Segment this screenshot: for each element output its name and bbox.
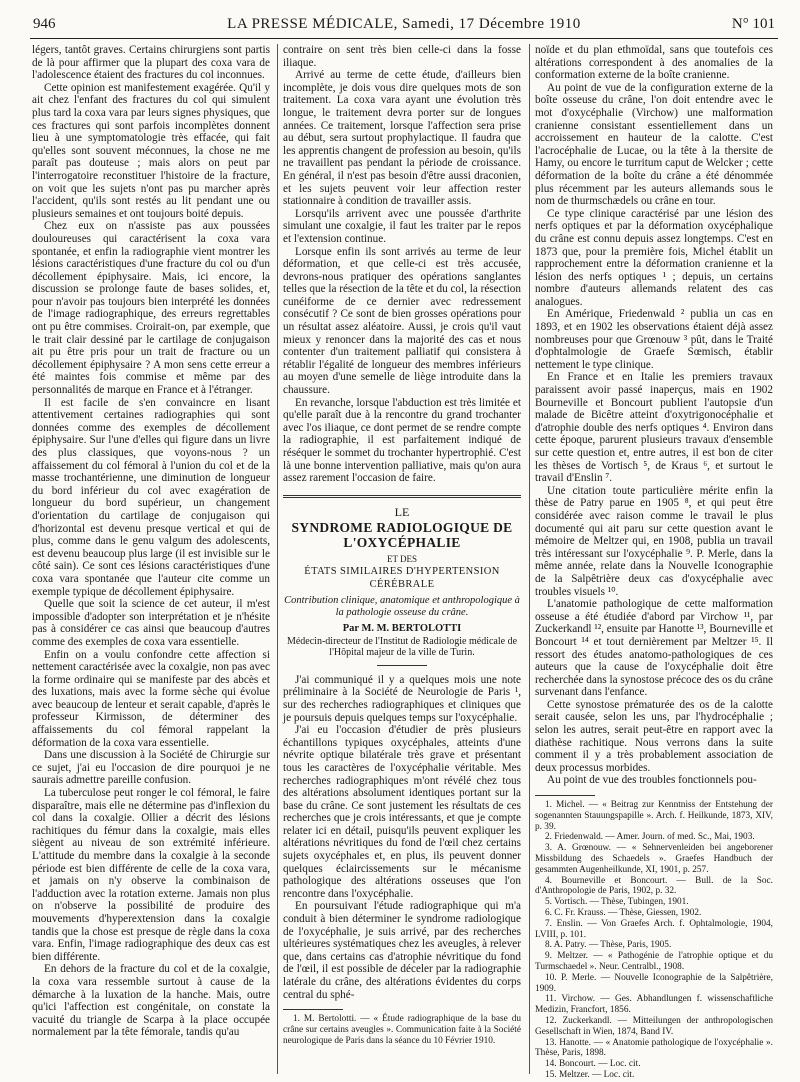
- paragraph: Cette opinion est manifestement exagérée. Qu'il y ait chez l'enfant des fractures du col qui simulent plus tard la coxa vara par leurs signes physiques, que ces fractures qui sont parfois incomplètes donnent lieu à une symptomatologie très effacée, qui fait qu'elles sont souvent méconnues, la chose ne me paraît pas douteuse ; mais alors on peut par l'interrogatoire reconstituer l'histoire de la fracture, on voit que les sujets n'ont pas pu marcher après l'accident, qu'ils sont restés au lit pendant une ou plusieurs semaines et ont toujours boité depuis.: [32, 81, 270, 220]
- article-subtitle: ÉTATS SIMILAIRES D'HYPERTENSION CÉRÉBRALE: [304, 565, 500, 590]
- paragraph: Arrivé au terme de cette étude, d'ailleurs bien incomplète, je dois vous dire quelques mots de son traitement. La coxa vara ayant une évolution très longue, le traitement devra porter sur de longues années. Ce traitement, lorsque l'affection sera prise au début, sera surtout prophylactique. Il faudra que les apprentis changent de profession au besoin, qu'ils ne travaillent pas pendant la période de croissance. En général, il n'est pas besoin d'être aussi draconien, et les sujets peuvent voir leur affection rester stationnaire à condition de travailler assis.: [283, 69, 521, 208]
- paragraph: Quelle que soit la science de cet auteur, il m'est impossible d'adopter son interprétation et je n'hésite pas à considérer ce cas ainsi que beaucoup d'autres comme des exemples de coxa vara essentielle.: [32, 598, 270, 648]
- paragraph: Chez eux on n'assiste pas aux poussées douloureuses qui caractérisent la coxa vara spontanée, et enfin la radiographie vient montrer les lésions caractéristiques d'une fracture du col ou d'un décollement épiphysaire. Mais, ici encore, la discussion se prolonge faute de bases solides, et, pour n'avoir pas toujours bien interprété les données de l'image radiographique, des erreurs regrettables ont pu être commises. Croirait-on, par exemple, que le trait clair dessiné par le cartilage de conjugaison ait pu être pris pour un trait de fracture ou un décollement épiphysaire ? A mon sens cette erreur a été maintes fois commise et même par des personnalités de marque en France et à l'étranger.: [32, 220, 270, 397]
- footnote: 10. P. Merle. — Nouvelle Iconographie de la Salpêtrière, 1909.: [535, 972, 773, 994]
- footnote: 1. Michel. — « Beitrag zur Kenntniss der Entstehung der sogenannten Stauungspapille ». Arch. f. Heilkunde, 1873, XIV, p. 39.: [535, 800, 773, 832]
- page-number: 946: [33, 16, 56, 32]
- paragraph: Au point de vue de la configuration externe de la boîte osseuse du crâne, l'on doit entendre avec le mot d'oxycéphalie (Virchow) une malformation cranienne consistant essentiellement dans un accroissement en hauteur de la calotte. C'est l'acrocéphalie de Lucae, ou la tête à la thersite de Hamy, ou encore le turritum caput de Welcker ; cette déformation de la boîte du crâne a été dénommée plus récemment par les auteurs allemands sous le nom de thurmschædels ou crâne en tour.: [535, 81, 773, 208]
- column-1: [32, 44, 270, 1074]
- article-le: LE: [394, 504, 410, 519]
- footnote: 15. Meltzer. — Loc. cit.: [545, 1069, 635, 1080]
- paragraph: légers, tantôt graves. Certains chirurgiens sont partis de là pour affirmer que la plupart des coxa vara de l'adolescence étaient des fractures du col inconnues.: [32, 44, 270, 82]
- article-title: SYNDROME RADIOLOGIQUE DE L'OXYCÉPHALIE: [291, 520, 513, 551]
- paragraph: Au point de vue des troubles fonctionnels pou-: [547, 774, 757, 787]
- footnote-rule: [283, 1009, 343, 1010]
- paragraph: En revanche, lorsque l'abduction est très limitée et qu'elle paraît due à la rencontre du grand trochanter avec l'os iliaque, ce dont permet de se rendre compte la radiographie, il est parfaitement indiqué de réséquer le sommet du trochanter hypertrophié. C'est là une bonne intervention palliative, mais qu'on aura assez rarement l'occasion de faire.: [283, 396, 521, 485]
- column-divider: [277, 44, 278, 1074]
- paragraph: Cette synostose prématurée des os de la calotte serait causée, selon les uns, par l'hydrocéphalie ; selon les autres, serait peut-être en rapport avec la diathèse rachitique. Nous verrons dans la suite comment il y a très probablement association de deux processus morbides.: [535, 698, 773, 774]
- paragraph: L'anatomie pathologique de cette malformation osseuse a été étudiée d'abord par Virchow ¹¹, par Zuckerkandl ¹², ensuite par Hanotte ¹³, Bourneville et Boncourt ¹⁴ et tout dernièrement par Meltzer ¹⁵. Il ressort des études anatomo-pathologiques de ces auteurs que la cause de l'oxycéphalie doit être recherchée dans la synostose précoce des os du crâne survenant dans l'enfance.: [535, 598, 773, 699]
- footnote: 1. M. Bertolotti. — « Étude radiographique de la base du crâne sur certains aveugles ». Communication faite à la Société neurologique de Paris dans la séance du 10 Février 1910.: [283, 1014, 521, 1046]
- paragraph: Lorsqu'ils arrivent avec une poussée d'arthrite simulant une coxalgie, il faut les traiter par le repos et l'extension continue.: [283, 207, 521, 245]
- article-author: Par M. M. BERTOLOTTI: [342, 623, 462, 635]
- column-divider: [529, 44, 530, 1074]
- paragraph: Une citation toute particulière mérite enfin la thèse de Patry parue en 1905 ⁸, et qui peut être considérée avec raison comme le travail le plus documenté qui ait paru sur cette question avant le mémoire de Meltzer qui, en 1908, publia un travail très intéressant sur l'oxycéphalie ⁹. P. Merle, dans la même année, relate dans la Nouvelle Iconographie de la Salpêtrière deux cas d'oxycéphalie avec troubles visuels ¹⁰.: [535, 484, 773, 598]
- paragraph: Enfin on a voulu confondre cette affection si nettement caractérisée avec la coxalgie, non pas avec la forme ordinaire qui se manifeste par des abcès et des luxations, mais avec la forme sèche qui évolue avec beaucoup de lenteur et serait capable, d'après le professeur Kirmisson, de déterminer des affaissements du col fémoral rappelant la déformation de la coxa vara essentielle.: [32, 648, 270, 749]
- footnote: 13. Hanotte. — « Anatomie pathologique de l'oxycéphalie ». Thèse, Paris, 1898.: [535, 1037, 773, 1059]
- footnote: 4. Bourneville et Boncourt. — Bull. de la Soc. d'Anthropologie de Paris, 1902, p. 32.: [535, 875, 773, 897]
- article-et-des: ET DES: [386, 554, 418, 565]
- footnote: 6. C. Fr. Krauss. — Thèse, Giessen, 1902.: [545, 908, 702, 918]
- footnote: 9. Meltzer. — « Pathogénie de l'atrophie optique et du Turmschaedel ». Neur. Centralbl., 1908.: [535, 951, 773, 972]
- journal-title: LA PRESSE MÉDICALE, Samedi, 17 Décembre 1910: [227, 16, 581, 32]
- page-header: [33, 14, 775, 40]
- footnotes: [283, 1014, 521, 1046]
- footnote: 5. Vortisch. — Thèse, Tubingen, 1901.: [545, 897, 689, 908]
- paragraph: En France et en Italie les premiers travaux paraissent avoir passé inaperçus, mais en 1902 Bourneville et Boncourt publient l'autopsie d'un malade de Bicêtre atteint d'oxytrigonocéphalie et d'atrophie double des nerfs optiques ⁴. Environ dans cette époque, parurent plusieurs travaux d'ensemble sur cette question et, entre autres, il est bon de citer les thèses de Vortisch ⁵, de Kraus ⁶, et surtout le travail d'Enslin ⁷.: [535, 371, 773, 485]
- footnote: 11. Virchow. — Ges. Abhandlungen f. wissenschaftliche Medizin, Francfort, 1856.: [535, 994, 773, 1016]
- header-rule: [30, 38, 778, 39]
- article-contribution: Contribution clinique, anatomique et anthropologique à la pathologie osseuse du crâne.: [284, 595, 520, 619]
- article-heading: [283, 506, 521, 659]
- issue-number: N° 101: [731, 16, 775, 32]
- footnotes: [535, 800, 773, 1081]
- paragraph: La tuberculose peut ronger le col fémoral, le faire disparaître, mais elle ne détermine pas d'inflexion du col dans la coxalgie. Ollier a décrit des lésions rachitiques du fémur dans la coxalgie, mais elles siègent au niveau de son extrémité inférieure. L'attitude du membre dans la coxalgie à la seconde période est bien différente de celle de la coxa vara, et jamais on n'y observe la combinaison de l'adduction avec la rotation externe. Jamais non plus on n'observe la possibilité de produire des mouvements d'hyperextension dans la coxalgie tandis que la chose est presque de règle dans la coxa vara. Enfin, l'image radiographique des deux cas est bien différente.: [32, 787, 270, 963]
- paragraph: En poursuivant l'étude radiographique qui m'a conduit à bien déterminer le syndrome radiologique de l'oxycéphalie, je suis arrivé, par des recherches ultérieures systématiques chez les aveugles, à relever que, dans certains cas d'atrophie névritique du fond de l'œil, il est possible de déceler par la radiographie latérale du crâne, des altérations évidentes du corps central du sphé-: [283, 900, 521, 1001]
- footnote: 14. Boncourt. — Loc. cit.: [545, 1059, 641, 1070]
- footnote: 3. A. Grœnouw. — « Sehnervenleiden bei angeborener Missbildung des Schaedels ». Graefes Handbuch der gesammten Augenheilkunde, XI, 1901, p. 257.: [535, 843, 773, 875]
- paragraph: En dehors de la fracture du col et de la coxalgie, la coxa vara ressemble surtout à cause de la démarche à la luxation de la hanche. Mais, outre qu'ici l'affection est congénitale, on constate la vacuité du triangle de Scarpa à la place occupée normalement par la tête fémorale, tandis qu'au: [32, 963, 270, 1039]
- article-affiliation: Médecin-directeur de l'Institut de Radiologie médicale de l'Hôpital majeur de la ville de Turin.: [286, 635, 518, 659]
- footnote-rule: [535, 795, 595, 796]
- column-3: [535, 44, 773, 1080]
- paragraph: J'ai communiqué il y a quelques mois une note préliminaire à la Société de Neurologie de Paris ¹, sur des recherches radiographiques et cliniques que je poursuis depuis quelques temps sur l'oxycéphalie.: [283, 673, 521, 724]
- paragraph: noïde et du plan ethmoïdal, sans que toutefois ces altérations correspondent à des anomalies de la conformation externe de la boîte cranienne.: [535, 44, 773, 82]
- column-2: [283, 44, 521, 1074]
- paragraph: Il est facile de s'en convaincre en lisant attentivement certaines radiographies qui sont données comme des exemples de décollement épiphysaire. Sur l'une d'elles qui figure dans un livre des plus classiques, que voyons-nous ? un affaissement du col fémoral à l'union du col et de la masse trochantérienne, une diminution de longueur du bord inférieur du col avec exagération de longueur du bord supérieur, un changement d'orientation du cartilage de conjugaison qui d'horizontal est devenu presque vertical et qui de plus, comme dans le genu valgum des adolescents, est devenu beaucoup plus large (il est invisible sur le côté sain). Ce sont ces lésions caractéristiques d'une coxa vara spontanée que l'auteur cite comme un exemple typique de décollement épiphysaire.: [32, 396, 270, 598]
- paragraph: contraire on sent très bien celle-ci dans la fosse iliaque.: [283, 44, 521, 69]
- footnote: 7. Enslin. — Von Graefes Arch. f. Ophtalmologie, 1904, LVIII, p. 101.: [535, 918, 773, 940]
- footnote: 12. Zuckerkandl. — Mitteilungen der anthropologischen Gesellschaft in Wien, 1874, Band IV.: [535, 1015, 773, 1037]
- footnote: 8. A. Patry. — Thèse, Paris, 1905.: [545, 940, 672, 951]
- paragraph: En Amérique, Friedenwald ² publia un cas en 1893, et en 1902 les observations étaient déjà assez nombreuses pour que Grœnouw ³ pût, dans le Traité d'ophtalmologie de Graefe Sœmisch, établir nettement le type clinique.: [535, 308, 773, 371]
- footnote: 2. Friedenwald. — Amer. Journ. of med. Sc., Mai, 1903.: [545, 832, 755, 843]
- paragraph: J'ai eu l'occasion d'étudier de près plusieurs échantillons typiques oxycéphales, atteints d'une névrite optique bilatérale très grave et présentant tous les caractères de l'oxycéphalie véritable. Mes recherches radiographiques m'ont révélé chez tous des altérations absolument identiques portant sur la base du crâne. Ce sont justement les résultats de ces recherches que je crois intéressants, et que je compte relater ici en détail, puisqu'ils peuvent expliquer les altérations névritiques du fond de l'œil chez certains sujets oxycéphales et, en plus, ils peuvent donner quelques éclaircissements sur le mécanisme pathologique des altérations osseuses que l'on rencontre dans l'oxycéphalie.: [283, 724, 521, 900]
- paragraph: Dans une discussion à la Société de Chirurgie sur ce sujet, j'ai eu l'occasion de dire pourquoi je ne saurais admettre pareille confusion.: [32, 749, 270, 787]
- paragraph: Ce type clinique caractérisé par une lésion des nerfs optiques et par la déformation oxycéphalique du crâne est connu depuis assez longtemps. C'est en 1873 que, pour la première fois, Michel établit un rapprochement entre la déformation cranienne et la lésion des nerfs optiques ¹ ; depuis, un certains nombre d'auteurs allemands relatent des cas analogues.: [535, 207, 773, 308]
- paragraph: Lorsque enfin ils sont arrivés au terme de leur déformation, et que celle-ci est très accusée, devrons-nous pratiquer des opérations sanglantes telles que la résection de la tête et du col, la résection cunéiforme de ce dernier avec redressement consécutif ? Ce sont de bien grosses opérations pour un résultat assez aléatoire. Aussi, je crois qu'il vaut mieux y renoncer dans la majorité des cas et nous contenter d'un traitement palliatif qui consistera à rétablir l'égalité de longueur des membres inférieurs au moyen d'une semelle de liège introduite dans la chaussure.: [283, 245, 521, 397]
- short-rule: [377, 665, 427, 666]
- section-separator: [283, 495, 521, 498]
